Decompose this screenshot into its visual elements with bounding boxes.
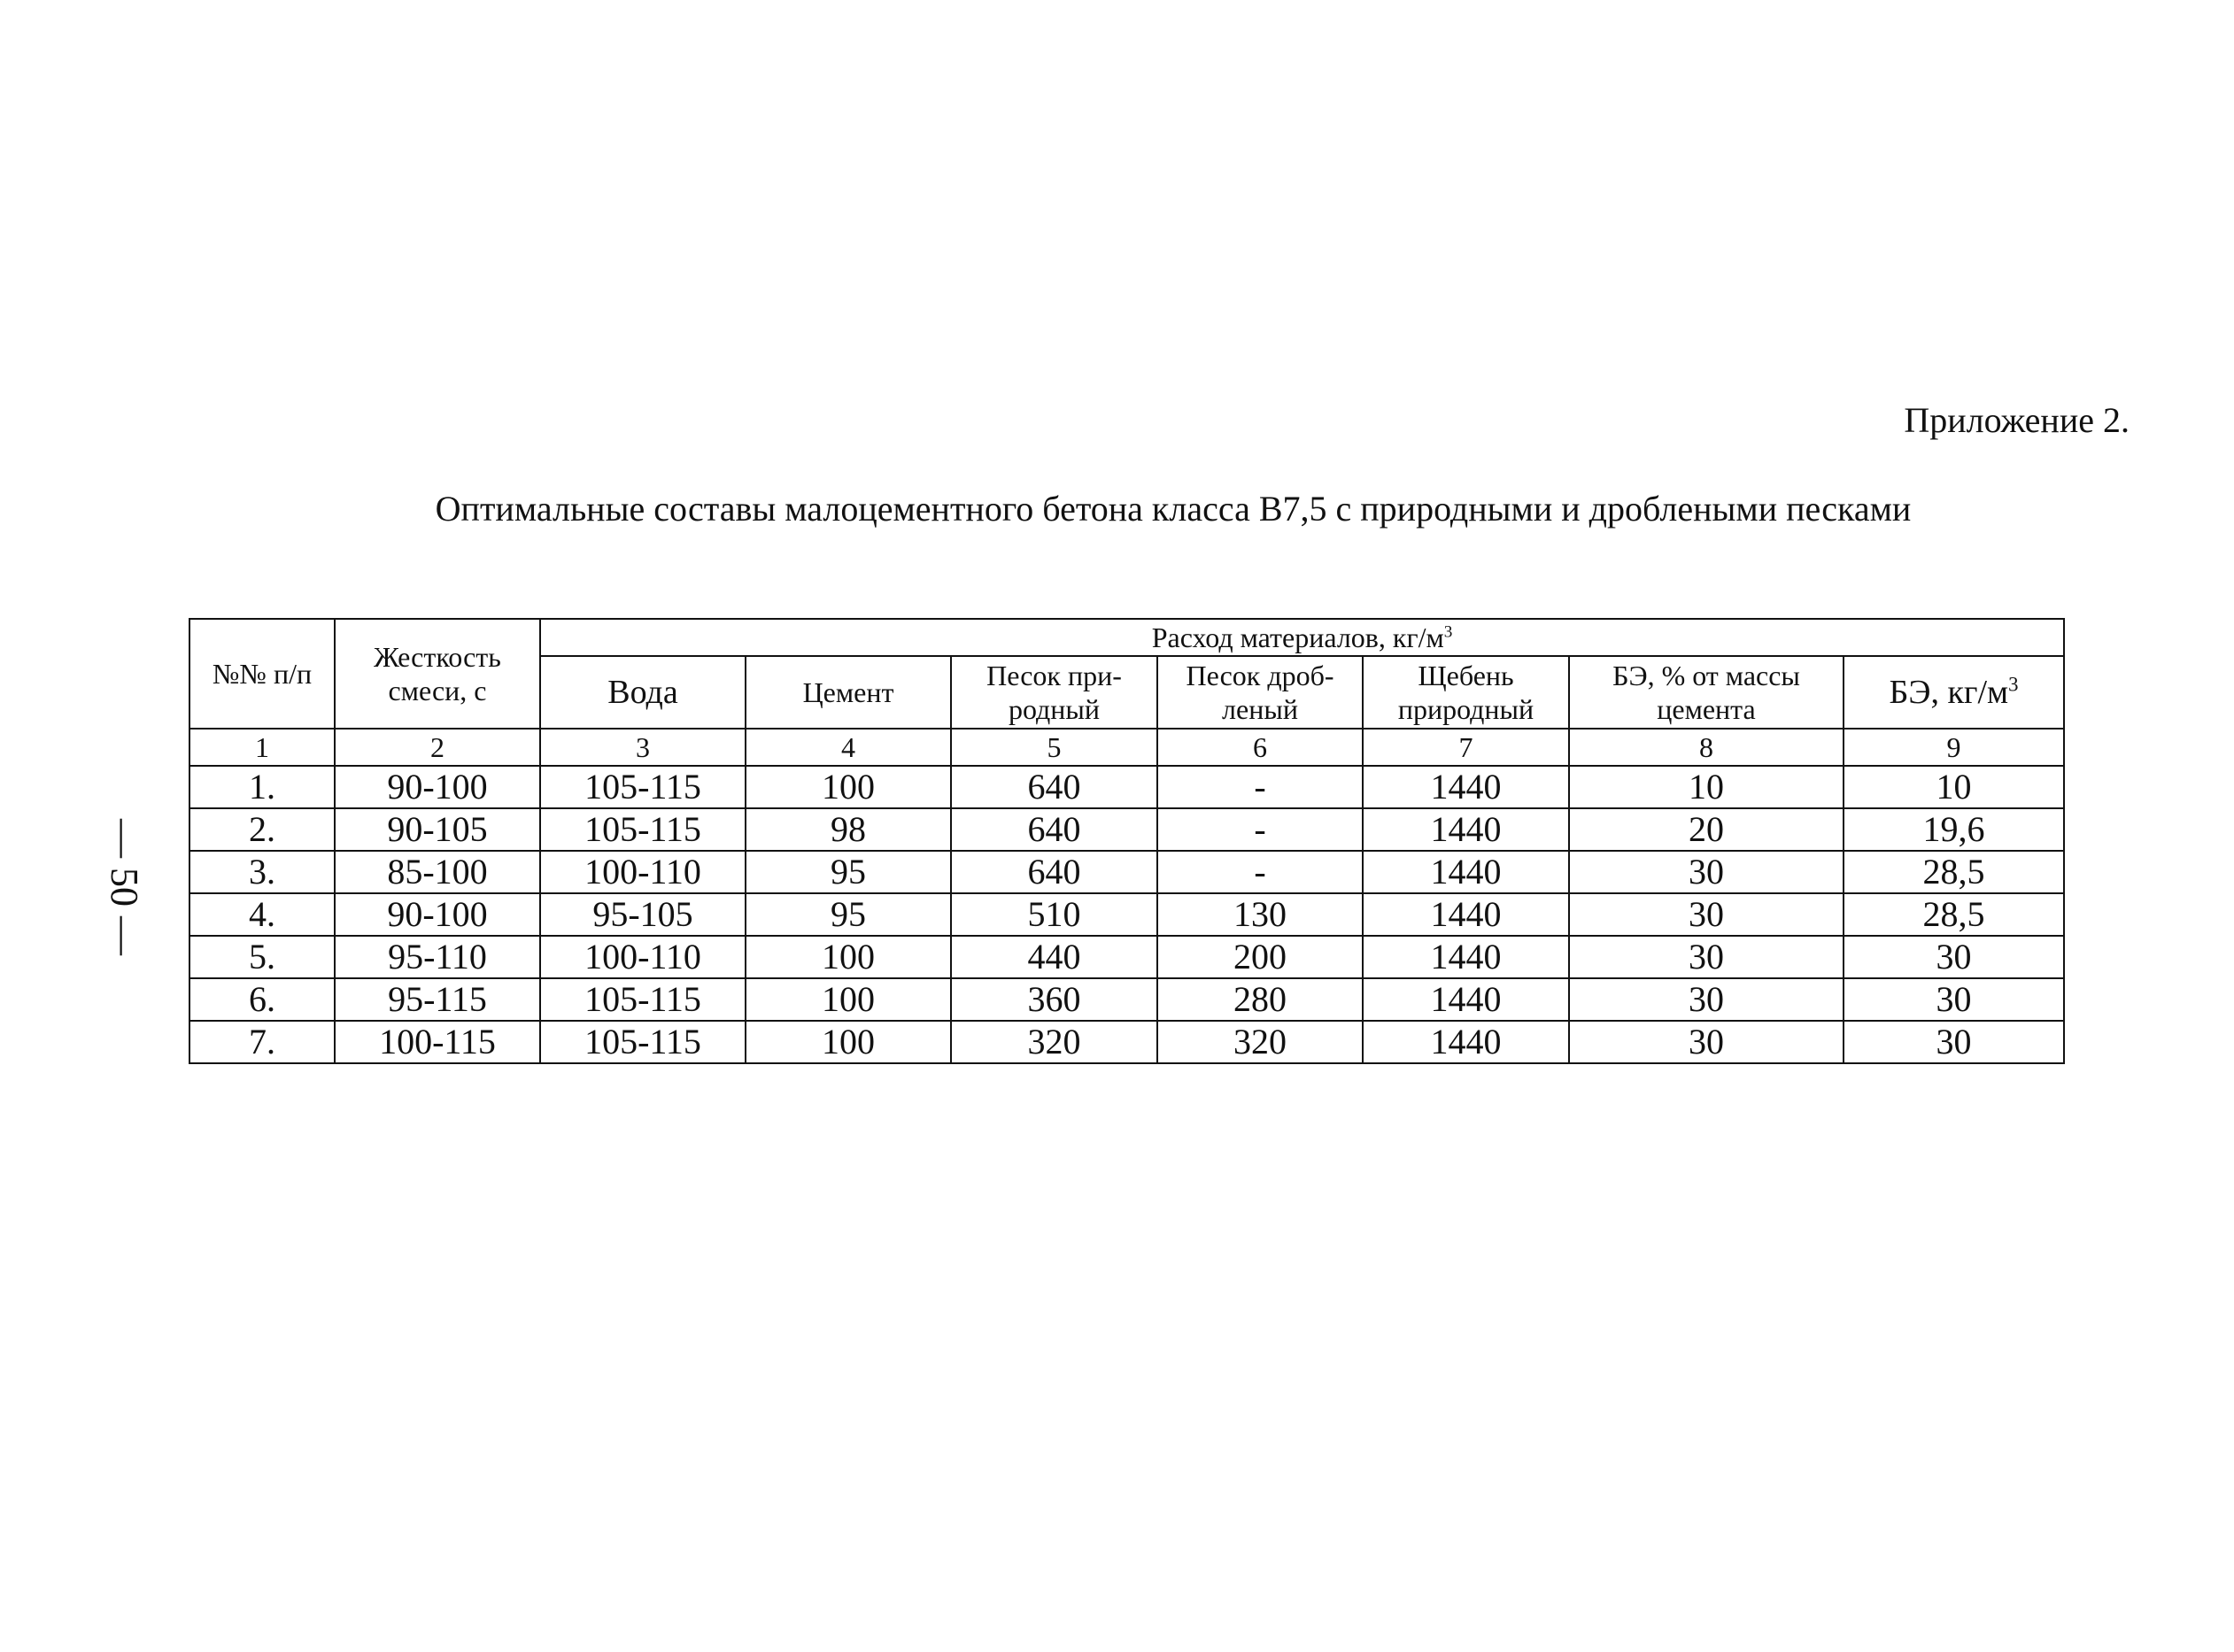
- table-cell: 10: [1569, 766, 1844, 808]
- column-number: 4: [746, 729, 951, 766]
- header-be-percent: БЭ, % от массы цемента: [1569, 656, 1844, 729]
- table-cell: -: [1157, 766, 1363, 808]
- table-cell: 100-110: [540, 936, 746, 978]
- table-cell: 30: [1569, 851, 1844, 893]
- table-cell: 3.: [189, 851, 335, 893]
- header-index: №№ п/п: [189, 619, 335, 729]
- table-cell: 440: [951, 936, 1157, 978]
- table-cell: 30: [1569, 1021, 1844, 1063]
- header-materials-group: [540, 619, 2064, 656]
- table-row: [189, 893, 2064, 936]
- table-cell: 2.: [189, 808, 335, 851]
- table-row: [189, 978, 2064, 1021]
- table-cell: 19,6: [1844, 808, 2064, 851]
- table-cell: 1440: [1363, 936, 1569, 978]
- table-cell: 30: [1569, 936, 1844, 978]
- table-cell: 100: [746, 766, 951, 808]
- column-number: 9: [1844, 729, 2064, 766]
- header-stiffness: Жесткость смеси, с: [335, 619, 540, 729]
- table-cell: 1440: [1363, 1021, 1569, 1063]
- header-cement: Цемент: [746, 656, 951, 729]
- table-cell: 280: [1157, 978, 1363, 1021]
- table-cell: 28,5: [1844, 851, 2064, 893]
- table-cell: 130: [1157, 893, 1363, 936]
- table-cell: 20: [1569, 808, 1844, 851]
- appendix-label: Приложение 2.: [1904, 400, 2130, 440]
- column-number: 1: [189, 729, 335, 766]
- table-cell: 90-105: [335, 808, 540, 851]
- table-cell: 105-115: [540, 808, 746, 851]
- table-row: [189, 1021, 2064, 1063]
- header-be-kg-label: БЭ, кг/м: [1889, 674, 2009, 711]
- table-cell: 95: [746, 893, 951, 936]
- table-cell: 1.: [189, 766, 335, 808]
- header-be-kg: [1844, 656, 2064, 729]
- table-cell: 360: [951, 978, 1157, 1021]
- table-cell: 100: [746, 936, 951, 978]
- header-water: Вода: [540, 656, 746, 729]
- page-number: — 50 —: [103, 819, 146, 955]
- table-cell: 640: [951, 851, 1157, 893]
- table-cell: 95-115: [335, 978, 540, 1021]
- column-number: 8: [1569, 729, 1844, 766]
- table-cell: 4.: [189, 893, 335, 936]
- table-cell: 98: [746, 808, 951, 851]
- table-cell: 6.: [189, 978, 335, 1021]
- table-cell: 320: [951, 1021, 1157, 1063]
- table-cell: 1440: [1363, 808, 1569, 851]
- header-natural-sand: Песок при-родный: [951, 656, 1157, 729]
- table-cell: 95: [746, 851, 951, 893]
- table-cell: 90-100: [335, 766, 540, 808]
- header-materials-sup: 3: [1443, 622, 1453, 642]
- column-number: 2: [335, 729, 540, 766]
- table-cell: 5.: [189, 936, 335, 978]
- column-number: 6: [1157, 729, 1363, 766]
- table-cell: 640: [951, 808, 1157, 851]
- table-cell: 100-110: [540, 851, 746, 893]
- table-cell: 100: [746, 978, 951, 1021]
- table-cell: 100-115: [335, 1021, 540, 1063]
- table-cell: 7.: [189, 1021, 335, 1063]
- column-number-row: [189, 729, 2064, 766]
- table-cell: 1440: [1363, 766, 1569, 808]
- table-cell: 30: [1844, 936, 2064, 978]
- table-cell: 95-110: [335, 936, 540, 978]
- table-cell: 30: [1569, 893, 1844, 936]
- column-number: 7: [1363, 729, 1569, 766]
- header-materials-label: Расход материалов, кг/м: [1151, 621, 1444, 653]
- table-cell: 28,5: [1844, 893, 2064, 936]
- table-cell: -: [1157, 808, 1363, 851]
- table-cell: 30: [1844, 1021, 2064, 1063]
- table-cell: -: [1157, 851, 1363, 893]
- table-cell: 510: [951, 893, 1157, 936]
- table-cell: 10: [1844, 766, 2064, 808]
- header-row-group: [189, 619, 2064, 656]
- header-crushed-sand: Песок дроб-леный: [1157, 656, 1363, 729]
- table-cell: 85-100: [335, 851, 540, 893]
- table-cell: 30: [1569, 978, 1844, 1021]
- table-cell: 1440: [1363, 851, 1569, 893]
- header-be-kg-sup: 3: [2008, 673, 2019, 696]
- table-cell: 90-100: [335, 893, 540, 936]
- document-title: Оптимальные составы малоцементного бетона класса В7,5 с природными и дроблеными песками: [435, 489, 1912, 529]
- table-cell: 95-105: [540, 893, 746, 936]
- table-cell: 1440: [1363, 893, 1569, 936]
- table-cell: 640: [951, 766, 1157, 808]
- table-cell: 105-115: [540, 978, 746, 1021]
- header-natural-gravel: Щебень природный: [1363, 656, 1569, 729]
- table-row: [189, 851, 2064, 893]
- materials-table: [189, 618, 2065, 1064]
- table-row: [189, 766, 2064, 808]
- column-number: 3: [540, 729, 746, 766]
- table-row: [189, 808, 2064, 851]
- table-cell: 105-115: [540, 1021, 746, 1063]
- column-number: 5: [951, 729, 1157, 766]
- table-cell: 1440: [1363, 978, 1569, 1021]
- table-cell: 30: [1844, 978, 2064, 1021]
- table-row: [189, 936, 2064, 978]
- table-cell: 320: [1157, 1021, 1363, 1063]
- table-cell: 105-115: [540, 766, 746, 808]
- table-cell: 100: [746, 1021, 951, 1063]
- table-cell: 200: [1157, 936, 1363, 978]
